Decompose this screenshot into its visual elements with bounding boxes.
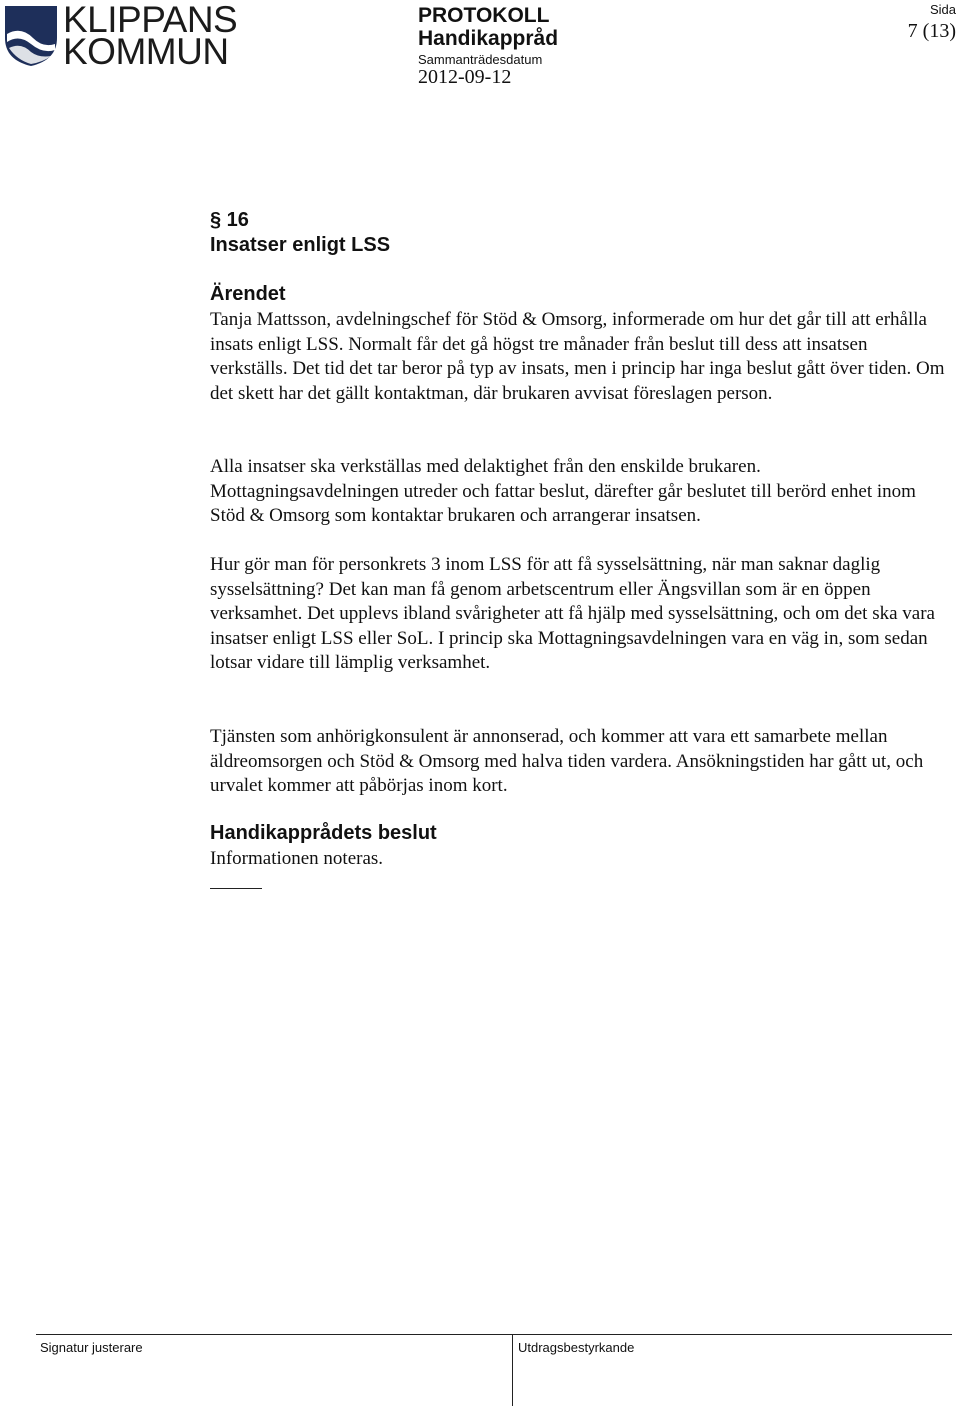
- section-end-rule: [210, 888, 262, 889]
- paragraph: Tanja Mattsson, avdelningschef för Stöd & Omsorg, informerade om hur det går till att erhålla insats enligt LSS. Normalt får det gå högst tre månader från beslut till dess att insatsen verkställs. Det tid det tar beror på typ av insats, men i princip har inga beslut gått över tiden. Om det skett har det gällt kontaktman, där brukaren avvisat föreslagen person.: [210, 309, 945, 404]
- meeting-date: 2012-09-12: [418, 66, 512, 88]
- section-number: § 16: [210, 209, 249, 231]
- page-number: 7 (13): [907, 20, 956, 42]
- document-type: PROTOKOLL: [418, 4, 550, 27]
- decision-heading: Handikapprådets beslut: [210, 822, 437, 844]
- extract-certification-label: Utdragsbestyrkande: [518, 1340, 635, 1355]
- signature-label: Signatur justerare: [40, 1340, 143, 1355]
- arendet-heading: Ärendet: [210, 283, 286, 305]
- paragraph: Tjänsten som anhörigkonsulent är annonserad, och kommer att vara ett samarbete mellan äldreomsorgen och Stöd & Omsorg med halva tiden vardera. Ansökningstiden har gått ut, och urvalet kommer att påbörjas inom kort.: [210, 726, 924, 796]
- committee-name: Handikappråd: [418, 27, 559, 50]
- footer-divider-line: [36, 1334, 952, 1335]
- paragraph: Alla insatser ska verkställas med delaktighet från den enskilde brukaren. Mottagningsavdelningen utreder och fattar beslut, därefter går beslutet till berörd enhet inom Stöd & Omsorg som kontaktar brukaren och arrangerar insatsen.: [210, 456, 916, 526]
- section-title: Insatser enligt LSS: [210, 234, 391, 256]
- logo-text-line1: KLIPPANS: [63, 0, 238, 40]
- logo-text-line2: KOMMUN: [63, 31, 229, 72]
- municipality-logo: [3, 0, 238, 72]
- meeting-date-label: Sammanträdesdatum: [418, 52, 543, 67]
- decision-text: Informationen noteras.: [210, 848, 384, 869]
- footer-column-divider: [512, 1334, 513, 1406]
- page-label: Sida: [929, 2, 956, 17]
- coat-of-arms-icon: [3, 4, 59, 68]
- paragraph: Hur gör man för personkrets 3 inom LSS för att få sysselsättning, när man saknar daglig sysselsättning? Det kan man få genom arbetscentrum eller Ängsvillan som är en öppen verksamhet. Det upplevs ibland svårigheter att få hjälp med sysselsättning, och om det ska vara insatser enligt LSS eller SoL. I princip ska Mottagningsavdelningen vara en väg in, som sedan lotsar vidare till lämplig verksamhet.: [210, 554, 935, 673]
